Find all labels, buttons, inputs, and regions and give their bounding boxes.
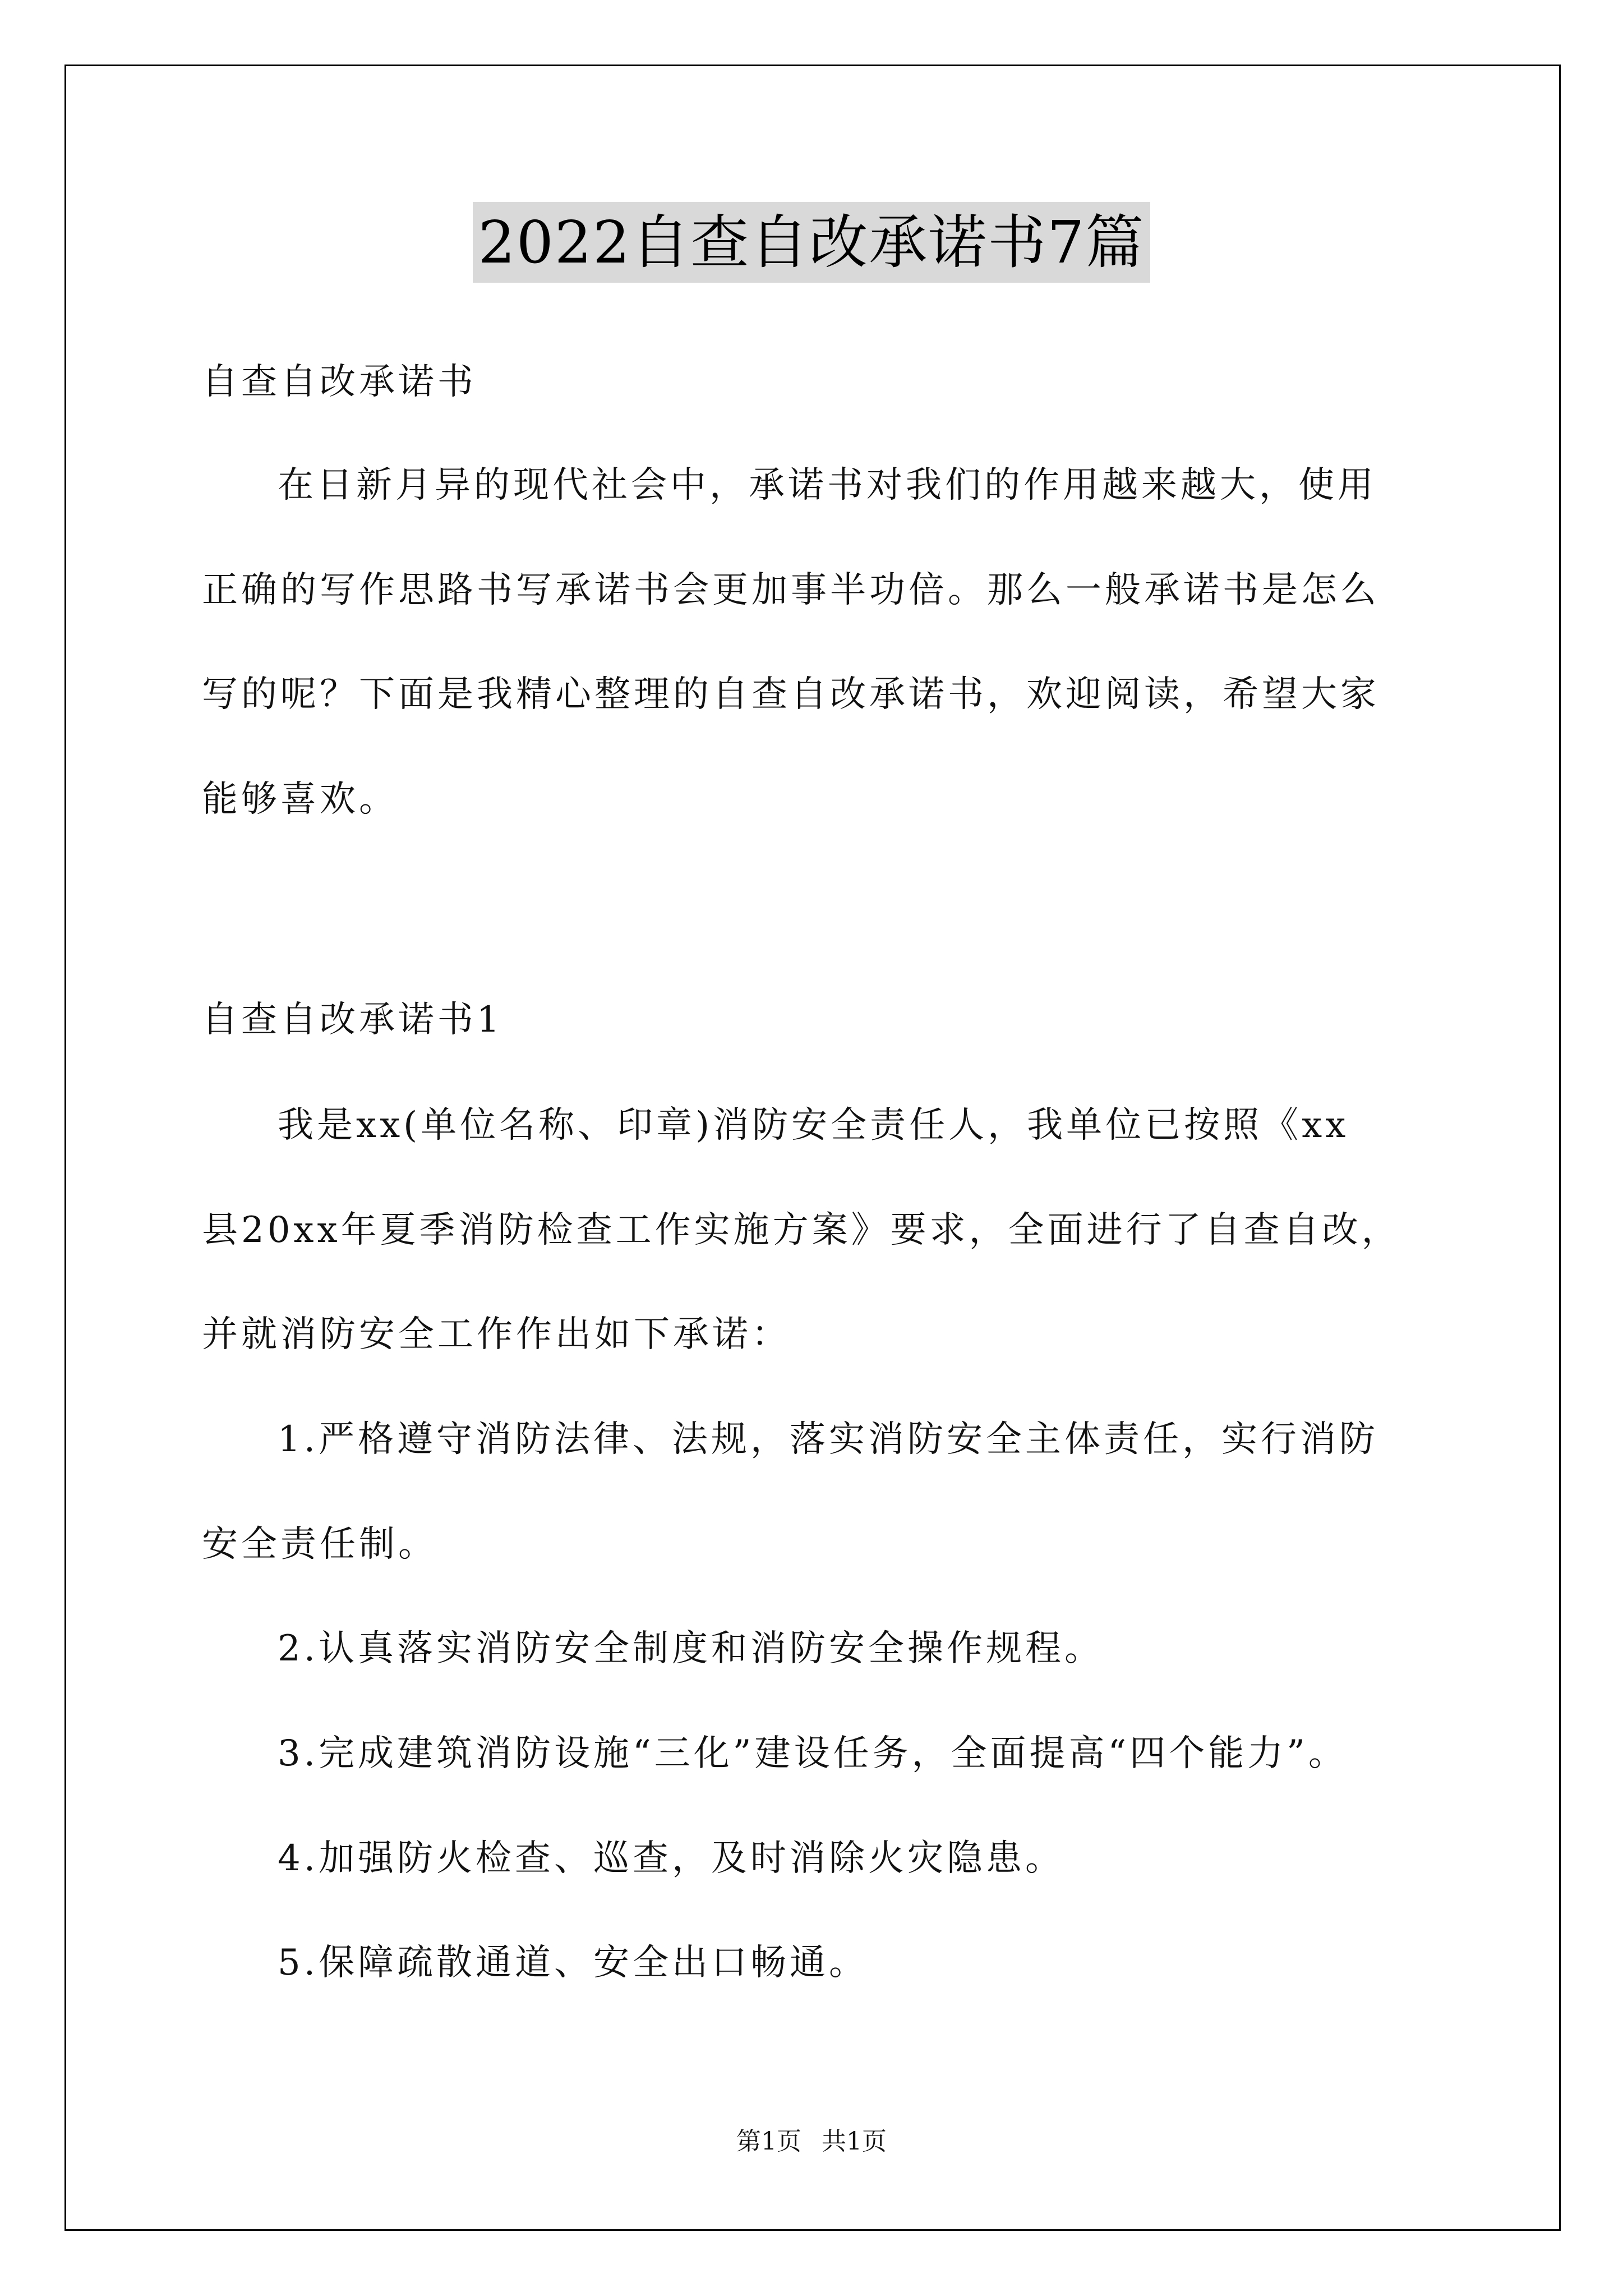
paragraph-line: 能够喜欢。 [202,779,398,820]
list-item: 3.完成建筑消防设施“三化”建设任务，全面提高“四个能力”。 [278,1733,1348,1774]
paragraph-line: 并就消防安全工作作出如下承诺： [202,1314,791,1355]
intro-heading: 自查自改承诺书 [202,361,477,403]
list-item-continuation: 安全责任制。 [202,1524,437,1565]
title-area [0,202,1623,283]
list-item: 5.保障疏散通道、安全出口畅通。 [278,1942,869,1984]
paragraph-line: 写的呢？下面是我精心整理的自查自改承诺书，欢迎阅读，希望大家 [202,674,1380,715]
paragraph-line: 正确的写作思路书写承诺书会更加事半功倍。那么一般承诺书是怎么 [202,569,1380,611]
list-item: 2.认真落实消防安全制度和消防安全操作规程。 [278,1628,1104,1669]
paragraph-line: 县20xx年夏季消防检查工作实施方案》要求，全面进行了自查自改， [202,1209,1401,1251]
page-footer [0,2125,1623,2159]
paragraph-line: 在日新月异的现代社会中，承诺书对我们的作用越来越大，使用 [278,464,1377,506]
page-number: 第1页 [736,2127,801,2156]
page-total: 共1页 [822,2127,887,2156]
paragraph-line: 我是xx(单位名称、印章)消防安全责任人，我单位已按照《xx [278,1105,1349,1146]
list-item: 4.加强防火检查、巡查，及时消除火灾隐患。 [278,1838,1065,1879]
list-item: 1.严格遵守消防法律、法规，落实消防安全主体责任，实行消防 [278,1419,1379,1460]
document-title: 2022自查自改承诺书7篇 [473,202,1151,283]
section-heading: 自查自改承诺书1 [202,999,503,1041]
